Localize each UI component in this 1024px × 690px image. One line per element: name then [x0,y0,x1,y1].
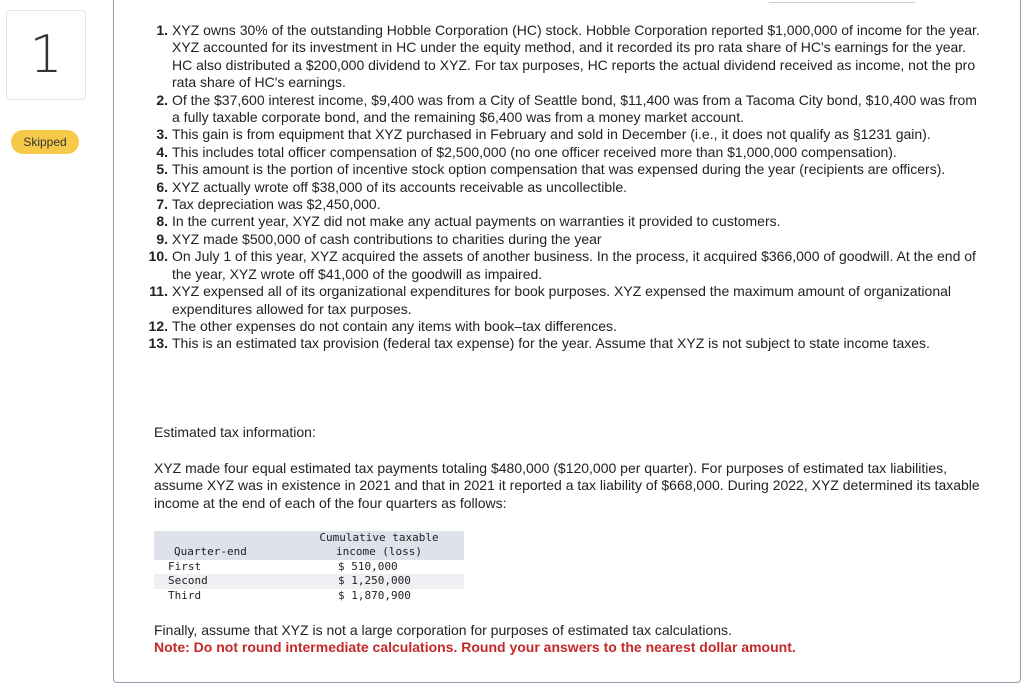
quarter-cell: Third [168,588,202,602]
note-text: This gain is from equipment that XYZ purchased in February and sold in December (i.e., it does not qualify as §1231 gain). [172,126,931,143]
list-item [148,22,988,92]
column-header-quarter: Quarter-end [154,531,294,560]
note-text: XYZ actually wrote off $38,000 of its accounts receivable as uncollectible. [172,178,627,195]
note-text: This amount is the portion of incentive stock option compensation that was expensed during the year (recipients are officers). [172,161,946,178]
list-item [148,144,988,161]
note-text: XYZ owns 30% of the outstanding Hobble Corporation (HC) stock. Hobble Corporation reported $1,000,000 of income for the year. XYZ accounted for its investment in HC under the equity method, and it recorded its pro rata share of HC's earnings for the year. HC also distributed a $200,000 dividend to XYZ. For tax purposes, HC reports the actual dividend received as income, not the pro rata share of HC's earnings. [172,22,980,91]
divider [769,2,915,3]
estimated-heading: Estimated tax information: [154,424,316,440]
finally-text: Finally, assume that XYZ is not a large corporation for purposes of estimated tax calculations. [154,622,732,638]
note-number: 2. [156,91,168,108]
note-text: The other expenses do not contain any items with book–tax differences. [172,317,617,334]
note-text: Of the $37,600 interest income, $9,400 was from a City of Seattle bond, $11,400 was from a Tacoma City bond, $10,400 was from a fully taxable corporate bond, and the remaining $6,400 was from a money market account. [172,91,977,126]
note-number: 4. [156,143,168,160]
note-number: 3. [156,126,168,143]
rounding-note: Note: Do not round intermediate calculations. Round your answers to the nearest dollar amount. [154,639,796,655]
note-number: 12. [148,317,168,334]
quarter-cell: Second [154,574,294,588]
note-number: 6. [156,178,168,195]
estimated-paragraph: XYZ made four equal estimated tax payments totaling $480,000 ($120,000 per quarter). For purposes of estimated tax liabilities, assume XYZ was in existence in 2021 and that in 2021 it reported a tax liability of $668,000. During 2022, XYZ determined its taxable income at the end of each of the four quarters as follows: [154,460,980,511]
list-item [148,318,988,335]
taxable-income-table [154,531,464,603]
question-number: 1 [29,25,63,85]
note-text: XYZ made $500,000 of cash contributions to charities during the year [172,230,602,247]
income-cell: $ 510,000 [338,559,398,573]
table-row [154,574,464,588]
list-item [148,196,988,213]
note-number: 13. [148,335,168,352]
note-number: 10. [148,248,168,265]
list-item [148,126,988,143]
list-item [148,92,988,127]
quarter-cell: First [168,559,202,573]
list-item [148,248,988,283]
note-text: Tax depreciation was $2,450,000. [172,196,381,213]
income-cell: $ 1,870,900 [338,588,411,602]
list-item [148,283,988,318]
note-text: On July 1 of this year, XYZ acquired the assets of another business. In the process, it acquired $366,000 of goodwill. At the end of the year, XYZ wrote off $41,000 of the goodwill as impaired. [172,248,976,282]
note-text: This is an estimated tax provision (federal tax expense) for the year. Assume that XYZ is not subject to state income taxes. [172,335,930,352]
column-header-income [294,531,464,560]
note-number: 11. [149,283,168,300]
header-line: income (loss) [335,545,423,559]
notes-list [148,22,988,353]
note-number: 9. [156,230,168,247]
list-item [148,161,988,178]
question-panel [113,0,1021,683]
list-item [148,179,988,196]
note-text: In the current year, XYZ did not make any actual payments on warranties it provided to customers. [172,213,781,230]
note-number: 5. [156,161,168,178]
note-text: XYZ expensed all of its organizational expenditures for book purposes. XYZ expensed the maximum amount of organizational expenditures allowed for tax purposes. [172,283,951,317]
note-number: 1. [156,22,168,38]
list-item [148,335,988,352]
table-row [154,589,464,603]
status-badge: Skipped [11,130,79,154]
table-row [154,560,464,574]
list-item [148,213,988,230]
question-number-box [6,10,86,100]
header-line: Cumulative taxable [319,531,439,544]
list-item [148,231,988,248]
note-number: 7. [156,196,168,213]
income-cell: $ 1,250,000 [294,574,464,588]
note-text: This includes total officer compensation of $2,500,000 (no one officer received more than $1,000,000 compensation). [172,143,897,160]
note-number: 8. [156,213,168,230]
